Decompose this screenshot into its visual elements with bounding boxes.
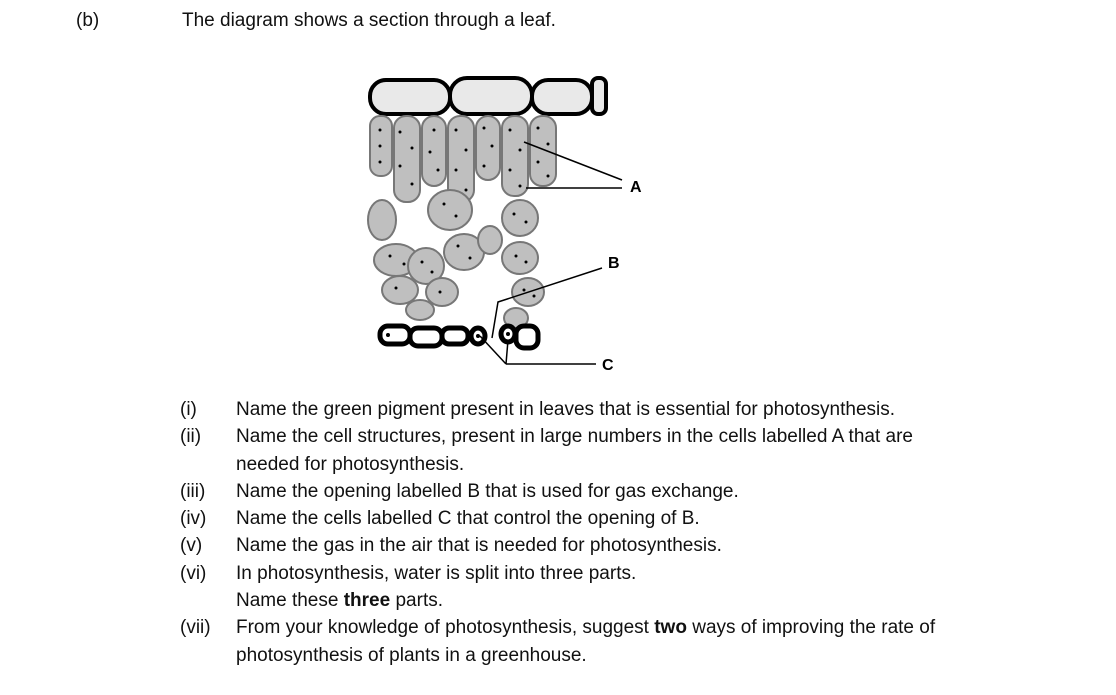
text-segment: ways of improving the rate of xyxy=(686,617,936,639)
text-segment: From your knowledge of photosynthesis, suggest xyxy=(236,617,655,639)
question-text xyxy=(236,451,1080,478)
intro-text: The diagram shows a section through a leaf. xyxy=(182,10,556,31)
leaf-section-diagram xyxy=(360,70,680,380)
question-line xyxy=(180,560,1080,587)
question-line xyxy=(180,587,1080,614)
part-label: (b) xyxy=(76,10,100,31)
question-line xyxy=(180,478,1080,505)
label-c: C xyxy=(602,357,614,374)
emphasis-text: two xyxy=(654,617,687,639)
spongy-cells xyxy=(368,190,544,328)
question-text xyxy=(236,423,1080,450)
question-line xyxy=(180,642,1080,669)
emphasis-text: three xyxy=(343,590,391,612)
question-text xyxy=(236,642,1080,669)
label-a: A xyxy=(630,179,642,196)
text-segment: Name the cells labelled C that control the opening of B. xyxy=(236,508,700,530)
question-line xyxy=(180,532,1080,559)
question-number: (vii) xyxy=(180,617,211,639)
lower-epidermis xyxy=(380,326,538,348)
text-segment: Name the gas in the air that is needed for photosynthesis. xyxy=(236,535,722,557)
question-number xyxy=(180,642,236,669)
question-number: (iii) xyxy=(180,480,206,502)
question-number: (v) xyxy=(180,535,203,557)
text-segment: Name the opening labelled B that is used for gas exchange. xyxy=(236,480,739,502)
question-text xyxy=(236,614,1080,641)
question-number: (ii) xyxy=(180,426,202,448)
text-segment: Name the green pigment present in leaves that is essential for photosynthesis. xyxy=(236,399,896,420)
text-segment: Name the cell structures, present in large numbers in the cells labelled A that are xyxy=(236,426,913,448)
text-segment: In photosynthesis, water is split into three parts. xyxy=(236,562,637,584)
question-number xyxy=(180,451,236,478)
text-segment: Name these xyxy=(236,590,344,612)
question-line xyxy=(180,423,1080,450)
question-text xyxy=(236,587,1080,614)
upper-epidermis xyxy=(370,78,606,114)
question-list xyxy=(180,396,1080,669)
question-line xyxy=(180,614,1080,641)
question-text xyxy=(236,505,1080,532)
question-text xyxy=(236,478,1080,505)
question-text xyxy=(236,396,1080,423)
question-text xyxy=(236,560,1080,587)
text-segment: needed for photosynthesis. xyxy=(236,453,465,475)
text-segment: parts. xyxy=(390,590,444,612)
label-b: B xyxy=(608,255,620,272)
question-number: (iv) xyxy=(180,508,207,530)
question-line xyxy=(180,451,1080,478)
palisade-cells xyxy=(370,116,556,202)
question-number: (i) xyxy=(180,399,197,420)
question-line xyxy=(180,396,1080,423)
question-text xyxy=(236,532,1080,559)
question-number: (vi) xyxy=(180,562,207,584)
question-number xyxy=(180,587,236,614)
text-segment: photosynthesis of plants in a greenhouse. xyxy=(236,644,587,666)
question-line xyxy=(180,505,1080,532)
